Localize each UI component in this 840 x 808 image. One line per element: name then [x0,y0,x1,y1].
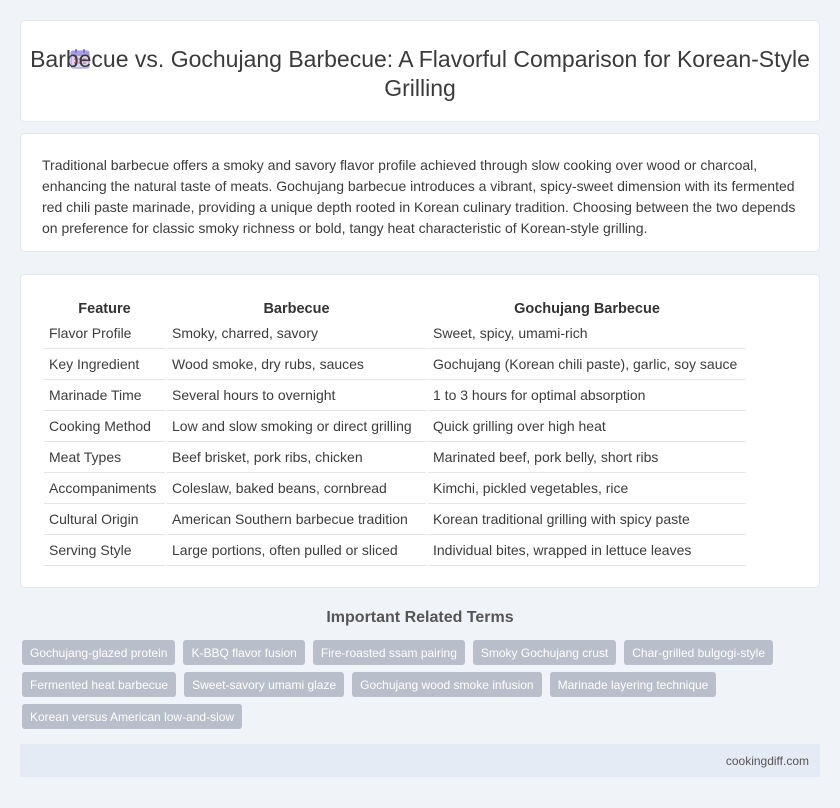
table-cell: Sweet, spicy, umami-rich [428,318,746,349]
table-cell: Kimchi, pickled vegetables, rice [428,473,746,504]
related-term-tag[interactable]: K-BBQ flavor fusion [183,640,304,665]
table-cell: Marinated beef, pork belly, short ribs [428,442,746,473]
table-cell: Wood smoke, dry rubs, sauces [167,349,426,380]
table-cell: Beef brisket, pork ribs, chicken [167,442,426,473]
table-cell: Coleslaw, baked beans, cornbread [167,473,426,504]
table-row [44,473,746,504]
table-cell: Large portions, often pulled or sliced [167,535,426,566]
column-header-feature: Feature [78,301,131,317]
table-row [44,380,746,411]
related-term-tag[interactable]: Smoky Gochujang crust [473,640,616,665]
related-term-tag[interactable]: Korean versus American low-and-slow [22,704,242,729]
related-term-tag[interactable]: Gochujang-glazed protein [22,640,175,665]
table-cell: Meat Types [44,442,165,473]
footer [20,744,820,777]
table-cell: Smoky, charred, savory [167,318,426,349]
table-row [44,349,746,380]
table-header-row [44,296,746,318]
table-cell: American Southern barbecue tradition [167,504,426,535]
table-cell: Quick grilling over high heat [428,411,746,442]
related-term-tag[interactable]: Char-grilled bulgogi-style [624,640,773,665]
related-terms-tags [22,640,812,729]
related-terms-title: Important Related Terms [326,609,514,626]
table-row [44,318,746,349]
table-cell: Serving Style [44,535,165,566]
table-row [44,504,746,535]
related-term-tag[interactable]: Marinade layering technique [550,672,717,697]
title-wrap [21,45,819,103]
related-term-tag[interactable]: Sweet-savory umami glaze [184,672,344,697]
column-header-barbecue: Barbecue [263,301,330,317]
related-term-tag[interactable]: Gochujang wood smoke infusion [352,672,541,697]
table-row [44,411,746,442]
intro-card [20,133,820,252]
table-cell: Korean traditional grilling with spicy paste [428,504,746,535]
table-cell: Cultural Origin [44,504,165,535]
table-cell: Cooking Method [44,411,165,442]
table-cell: Individual bites, wrapped in lettuce leaves [428,535,746,566]
footer-site-link[interactable]: cookingdiff.com [725,754,809,768]
table-cell: Marinade Time [44,380,165,411]
related-term-tag[interactable]: Fermented heat barbecue [22,672,176,697]
table-cell: Key Ingredient [44,349,165,380]
comparison-table [42,296,748,566]
page-title: Barbecue vs. Gochujang Barbecue: A Flavorful Comparison for Korean-Style Grilling [30,46,810,101]
table-cell: Low and slow smoking or direct grilling [167,411,426,442]
related-term-tag[interactable]: Fire-roasted ssam pairing [313,640,465,665]
column-header-gochujang-barbecue: Gochujang Barbecue [514,301,660,317]
comparison-table-card [20,274,820,588]
table-cell: Accompaniments [44,473,165,504]
table-cell: Gochujang (Korean chili paste), garlic, soy sauce [428,349,746,380]
table-cell: Several hours to overnight [167,380,426,411]
header-card [20,20,820,122]
table-row [44,535,746,566]
table-cell: 1 to 3 hours for optimal absorption [428,380,746,411]
table-cell: Flavor Profile [44,318,165,349]
table-row [44,442,746,473]
intro-paragraph: Traditional barbecue offers a smoky and savory flavor profile achieved through slow cooking over wood or charcoal, enhancing the natural taste of meats. Gochujang barbecue introduces a vibrant, spicy-sweet dimension with its fermented red chili paste marinade, providing a unique depth rooted in Korean culinary tradition. Choosing between the two depends on preference for classic smoky richness or bold, tangy heat characteristic of Korean-style grilling. [42,157,796,236]
